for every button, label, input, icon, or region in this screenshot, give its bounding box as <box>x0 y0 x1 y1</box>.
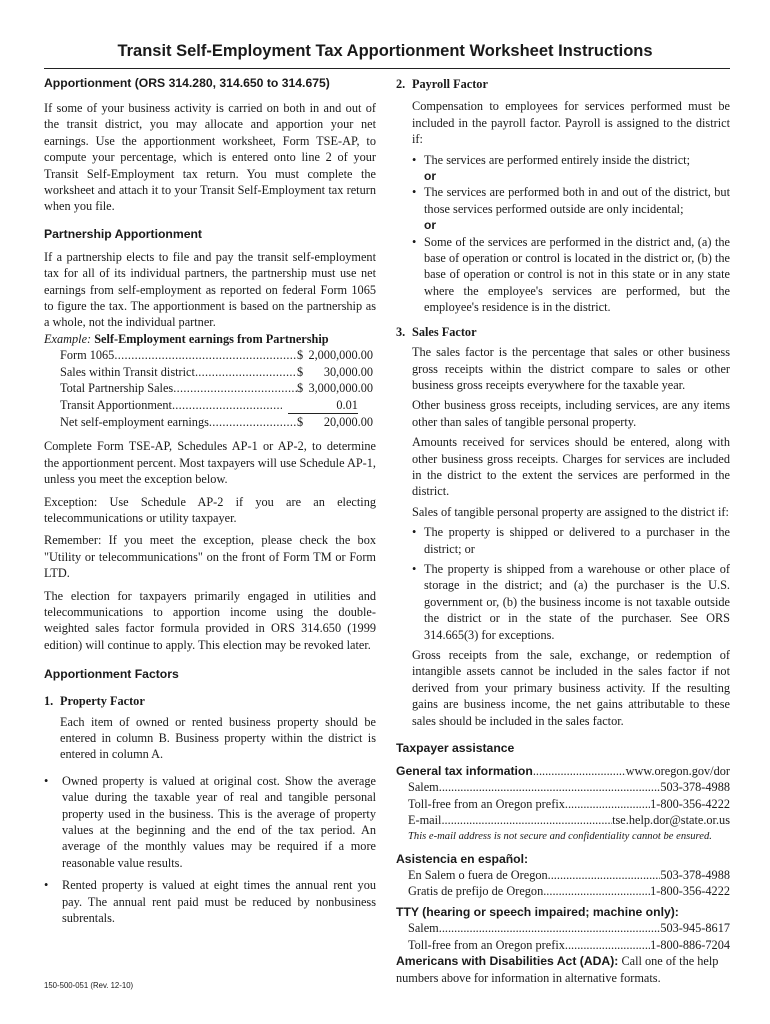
example-row-total-sales: Total Partnership Sales ..... $ 3,000,000.00 <box>60 380 373 396</box>
payroll-factor-heading: 2. Payroll Factor <box>396 77 488 91</box>
partnership-heading: Partnership Apportionment <box>44 226 202 241</box>
contact-row: E-mail ..... tse.help.dor@state.or.us <box>396 812 730 828</box>
left-column <box>44 76 376 926</box>
general-info-label: General tax information <box>396 764 533 779</box>
payroll-text: Compensation to employees for services performed must be included in the payroll factor. Payroll is assigned to the district if: <box>412 99 730 147</box>
email-link[interactable]: tse.help.dor@state.or.us <box>612 813 730 828</box>
sales-text-2: Other business gross receipts, including services, are any items other than sales of tangible personal property. <box>412 398 730 429</box>
contact-row: Gratis de prefijo de Oregon ..... 1-800-356-4222 <box>396 883 730 899</box>
assistance-heading: Taxpayer assistance <box>396 741 515 756</box>
contact-row: Toll-free from an Oregon prefix ..... 1-800-356-4222 <box>396 796 730 812</box>
title-rule <box>44 68 730 69</box>
example-table <box>60 347 373 430</box>
apportionment-text: If some of your business activity is carried on both in and out of the transit district, you may allocate and apportion your net earnings. Use the apportionment worksheet, Form TSE-AP, to compute your percentage, which is entered onto line 2 of your Transit Self-Employment tax return. You must complete the worksheet and attach it to your Transit Self-Employment tax return when you file. <box>44 101 376 214</box>
payroll-bullets <box>412 152 730 168</box>
ada-paragraph <box>396 953 730 986</box>
sales-text-1: The sales factor is the percentage that sales or other business gross receipts within the district compare to sales or other business gross receipts everywhere for the taxable year. <box>412 345 730 392</box>
election-text: The election for taxpayers primarily engaged in utilities and telecommunications to apportion income using the double-weighted sales factor formula provided in ORS 314.650 (1999 edition) will continue to apply. This election may be revoked later. <box>44 588 376 652</box>
page-title: Transit Self-Employment Tax Apportionment Worksheet Instructions <box>117 42 653 60</box>
ada-heading: Americans with Disabilities Act (ADA): <box>396 954 619 969</box>
sales-text-3: Amounts received for services should be entered, along with other business gross receipts. Charges for services are included in the district to the extent the services are performed in the district. <box>412 435 730 499</box>
contact-row: Salem ..... 503-378-4988 <box>396 779 730 795</box>
example-heading <box>44 331 376 347</box>
spanish-heading: Asistencia en español: <box>396 851 529 866</box>
sales-bullet-2: • The property is shipped from a warehouse or other place of storage in the district; and (a) the purchaser is the U.S. government or, (b) the business income is not taxable outside the district or in the state of the purchaser. See ORS 314.665(3) for exceptions. <box>412 561 730 643</box>
partnership-text: If a partnership elects to file and pay the transit self-employment tax for all of its individual partners, the partnership must use net earnings from self-employment as reported on federal Form 1065 to figure the tax. The apportionment is based on the partnership as a whole, not the individual partner. <box>44 249 376 330</box>
factors-heading: Apportionment Factors <box>44 667 179 682</box>
or-separator-1: or <box>424 169 436 184</box>
exception-text: Exception: Use Schedule AP-2 if you are an electing telecommunications or utility taxpayer. <box>44 494 376 525</box>
payroll-bullet-3: • Some of the services are performed in the district and, (a) the base of operation or control is located in the district or, (b) the base of operation or control is not in this state or in any state where the employee's services are performed, but the employee's residence is in the district. <box>412 234 730 316</box>
sales-bullets <box>412 524 730 643</box>
contact-row: Salem ..... 503-945-8617 <box>396 920 730 936</box>
remember-text: Remember: If you meet the exception, please check the box "Utility or telecommunications" on the front of Form TM or Form LTD. <box>44 533 376 581</box>
example-title: Self-Employment earnings from Partnership <box>94 331 329 346</box>
tty-heading: TTY (hearing or speech impaired; machine only): <box>396 904 679 919</box>
property-factor-heading: 1. Property Factor <box>44 694 145 709</box>
ada-text: Call one of the help numbers above for information in alternative formats. <box>396 954 719 985</box>
example-row-sales-within: Sales within Transit district ..... $ 30,000.00 <box>60 364 373 380</box>
sales-bullet-1: • The property is shipped or delivered to a purchaser in the district; or <box>412 524 730 557</box>
payroll-bullet-1: • The services are performed entirely inside the district; <box>412 152 730 168</box>
sales-factor-heading: 3. Sales Factor <box>396 324 477 339</box>
complete-text: Complete Form TSE-AP, Schedules AP-1 or AP-2, to determine the apportionment percent. Most taxpayers will use Schedule AP-1, unless you meet the exception below. <box>44 439 376 487</box>
right-column <box>396 76 730 986</box>
sales-text-4: Sales of tangible personal property are assigned to the district if: <box>412 504 729 519</box>
example-row-form1065: Form 1065 ..... $ 2,000,000.00 <box>60 347 373 363</box>
property-text: Each item of owned or rented business property should be entered in column B. Business property within the district is entered in column A. <box>60 714 376 762</box>
contact-row: En Salem o fuera de Oregon ..... 503-378-4988 <box>396 867 730 883</box>
apportionment-heading: Apportionment (ORS 314.280, 314.650 to 314.675) <box>44 76 330 90</box>
contact-row: Toll-free from an Oregon prefix ..... 1-800-886-7204 <box>396 937 730 953</box>
form-number: 150-500-051 (Rev. 12-10) <box>44 981 134 990</box>
sales-text-5: Gross receipts from the sale, exchange, or redemption of intangible assets cannot be included in the sales factor if not derived from your primary business activity. If the resulting gains are business income, the net gains attributable to these sales should be included in the sales factor. <box>412 648 730 728</box>
example-row-net-earnings: Net self-employment earnings ..... $ 20,000.00 <box>60 414 373 430</box>
general-info-link[interactable]: www.oregon.gov/dor <box>625 764 730 779</box>
example-label: Example: <box>44 331 92 346</box>
email-note: This e-mail address is not secure and confidentiality cannot be ensured. <box>408 830 712 842</box>
or-separator-2: or <box>424 218 436 233</box>
general-info-row <box>396 763 730 779</box>
example-row-apportionment: Transit Apportionment ..... 0.01 <box>60 397 373 414</box>
property-bullet-owned: • Owned property is valued at original cost. Show the average value during the taxable year of real and tangible personal property used in the business. This is the average of property values at the beginning and the end of the tax period. An average of the monthly values may be required if a more reasonable value results. <box>44 773 376 871</box>
property-bullet-rented: • Rented property is valued at eight times the annual rent you pay. The annual rent paid must be reduced by nonbusiness subrentals. <box>44 877 376 926</box>
property-bullets <box>44 773 376 927</box>
payroll-bullet-2: • The services are performed both in and out of the district, but those services performed outside are only incidental; <box>412 184 730 217</box>
